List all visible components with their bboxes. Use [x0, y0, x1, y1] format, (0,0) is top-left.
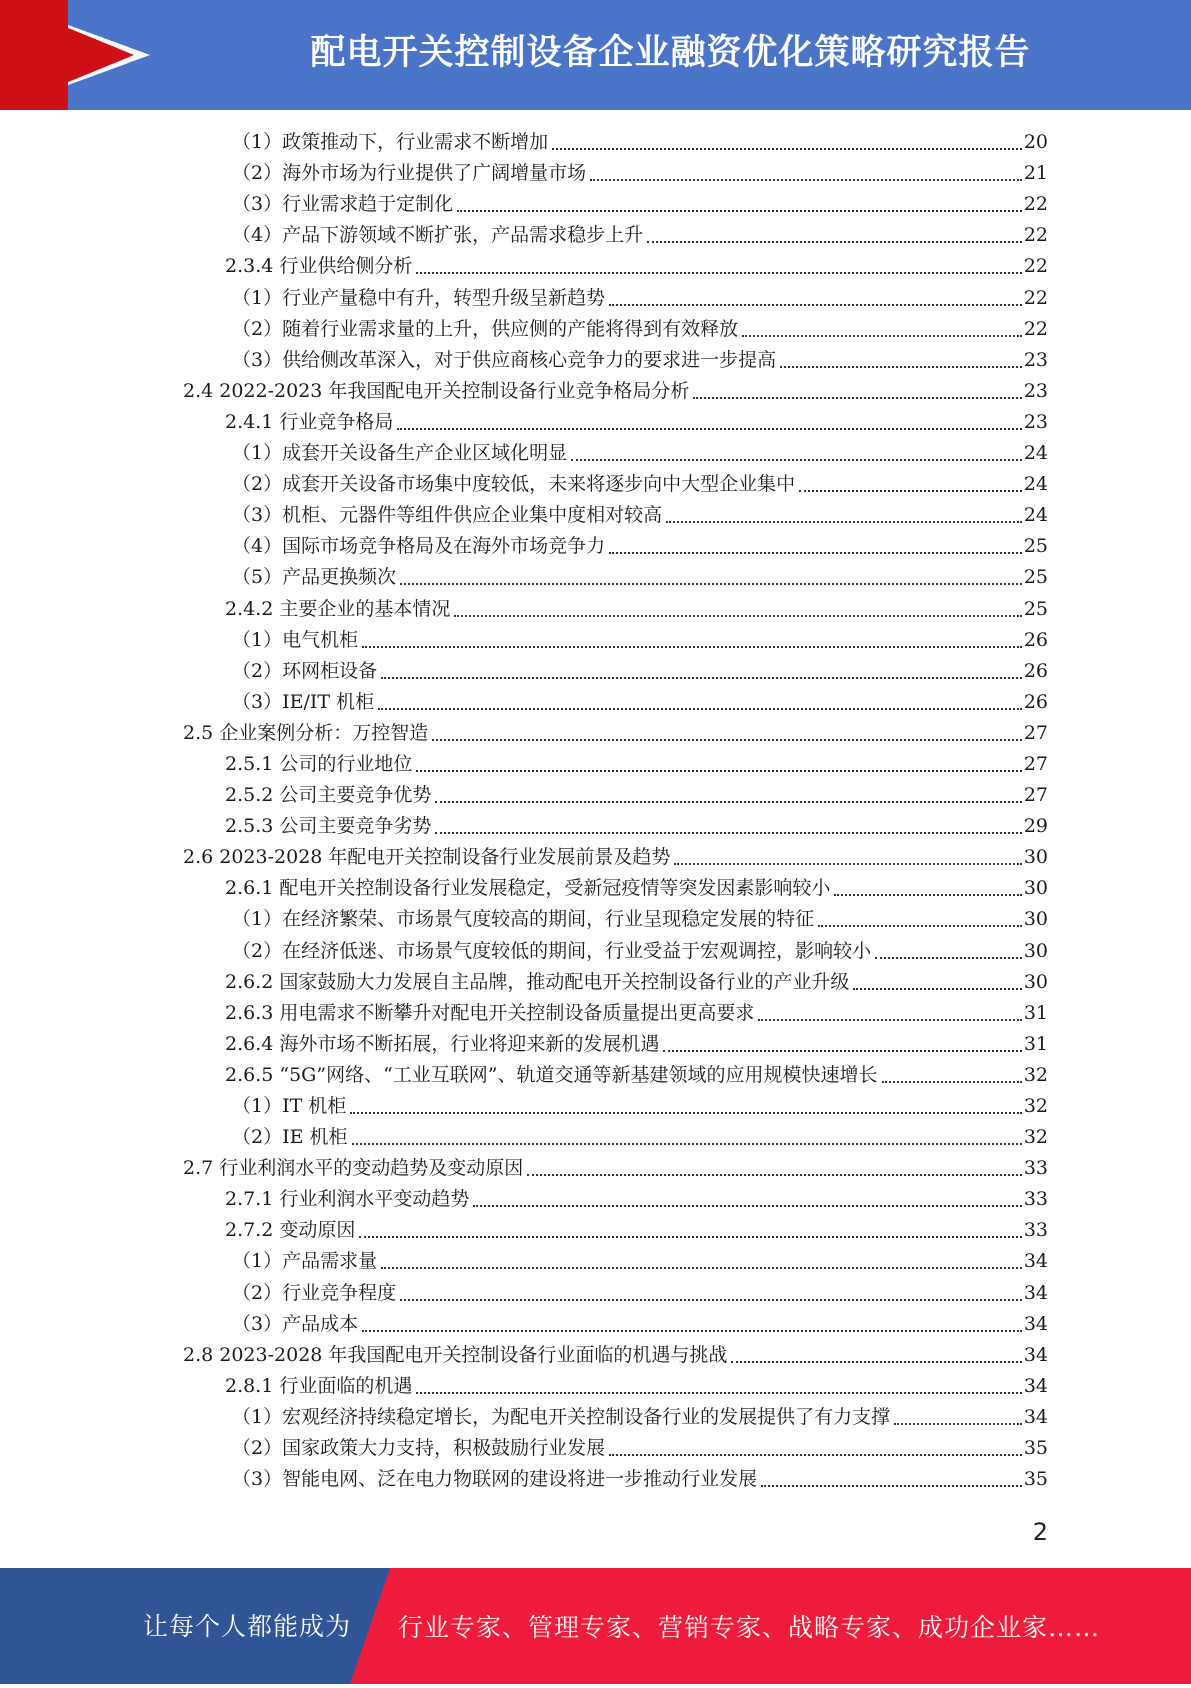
toc-entry-title: 2.8.1 行业面临的机遇 [225, 1374, 413, 1397]
toc-entry-title: （2）在经济低迷、市场景气度较低的期间，行业受益于宏观调控，影响较小 [232, 939, 872, 962]
toc-entry[interactable] [183, 1402, 1048, 1433]
toc-entry[interactable] [183, 593, 1048, 624]
toc-entry-page: 34 [1023, 1405, 1048, 1428]
toc-entry-page: 26 [1023, 659, 1048, 682]
toc-dot-leader [416, 770, 1021, 772]
toc-entry-page: 34 [1023, 1343, 1048, 1366]
toc-entry-title: 2.6.4 海外市场不断拓展，行业将迎来新的发展机遇 [225, 1032, 660, 1055]
toc-entry-page: 23 [1023, 410, 1048, 433]
toc-dot-leader [457, 210, 1022, 212]
toc-entry[interactable] [183, 469, 1048, 500]
toc-entry[interactable] [183, 376, 1048, 407]
toc-entry-page: 34 [1023, 1250, 1048, 1273]
toc-entry-page: 24 [1023, 442, 1048, 465]
toc-entry[interactable] [183, 842, 1048, 873]
toc-entry-title: 2.5 企业案例分析：万控智造 [183, 721, 429, 744]
toc-dot-leader [381, 677, 1022, 679]
toc-entry-page: 32 [1023, 1063, 1048, 1086]
toc-entry[interactable] [183, 562, 1048, 593]
header-red-block [0, 0, 68, 110]
toc-entry[interactable] [183, 282, 1048, 313]
toc-entry-title: （4）国际市场竞争格局及在海外市场竞争力 [232, 535, 606, 558]
toc-entry-title: （1）产品需求量 [232, 1250, 378, 1273]
report-title: 配电开关控制设备企业融资优化策略研究报告 [310, 33, 1031, 73]
toc-entry[interactable] [183, 811, 1048, 842]
toc-entry[interactable] [183, 1029, 1048, 1060]
toc-dot-leader [761, 1485, 1022, 1487]
toc-entry[interactable] [183, 749, 1048, 780]
toc-entry-page: 33 [1023, 1219, 1048, 1242]
toc-entry-title: （2）随着行业需求量的上升，供应侧的产能将得到有效释放 [232, 317, 739, 340]
toc-entry-title: （4）产品下游领域不断扩张，产品需求稳步上升 [232, 224, 644, 247]
toc-entry-title: 2.5.2 公司主要竞争优势 [225, 784, 432, 807]
toc-dot-leader [359, 1236, 1021, 1238]
toc-dot-leader [416, 272, 1021, 274]
toc-entry[interactable] [183, 1433, 1048, 1464]
toc-entry[interactable] [183, 345, 1048, 376]
toc-entry-page: 25 [1023, 597, 1048, 620]
toc-entry-title: （1）IT 机柜 [232, 1095, 347, 1117]
toc-entry[interactable] [183, 220, 1048, 251]
toc-entry-title: （1）电气机柜 [232, 628, 359, 651]
toc-dot-leader [647, 241, 1022, 243]
toc-entry-page: 22 [1023, 255, 1048, 278]
toc-entry-page: 34 [1023, 1374, 1048, 1397]
toc-dot-leader [609, 304, 1022, 306]
toc-entry-title: （2）成套开关设备市场集中度较低，未来将逐步向中大型企业集中 [232, 473, 796, 496]
toc-entry-page: 27 [1023, 784, 1048, 807]
toc-entry[interactable] [183, 1060, 1048, 1091]
toc-entry-title: （2）行业竞争程度 [232, 1281, 397, 1304]
toc-entry[interactable] [183, 1122, 1048, 1153]
toc-entry-title: （1）宏观经济持续稳定增长，为配电开关控制设备行业的发展提供了有力支撑 [232, 1405, 891, 1428]
toc-entry-title: （5）产品更换频次 [232, 566, 397, 589]
toc-entry-page: 25 [1023, 566, 1048, 589]
toc-entry[interactable] [183, 1091, 1048, 1122]
toc-entry[interactable] [183, 904, 1048, 935]
toc-entry-title: （1）行业产量稳中有升，转型升级呈新趋势 [232, 286, 606, 309]
toc-entry[interactable] [183, 1309, 1048, 1340]
table-of-contents [183, 127, 1048, 1495]
footer-slogan-left: 让每个人都能成为 [143, 1612, 352, 1641]
toc-dot-leader [780, 366, 1022, 368]
toc-entry-title: 2.6.5 “5G”网络、“工业互联网”、轨道交通等新基建领域的应用规模快速增长 [225, 1063, 878, 1086]
toc-entry-page: 34 [1023, 1281, 1048, 1304]
toc-entry-page: 32 [1023, 1126, 1048, 1149]
toc-dot-leader [416, 1392, 1021, 1394]
toc-entry-page: 22 [1023, 286, 1048, 309]
toc-dot-leader [454, 615, 1021, 617]
toc-entry-title: （3）IE/IT 机柜 [232, 690, 375, 713]
toc-entry-title: （3）产品成本 [232, 1312, 359, 1335]
toc-entry[interactable] [183, 1215, 1048, 1246]
toc-entry-page: 23 [1023, 379, 1048, 402]
toc-entry-page: 30 [1023, 846, 1048, 869]
toc-dot-leader [527, 1174, 1022, 1176]
toc-entry[interactable] [183, 625, 1048, 656]
toc-entry-page: 31 [1023, 1032, 1048, 1055]
toc-entry-title: 2.6.2 国家鼓励大力发展自主品牌，推动配电开关控制设备行业的产业升级 [225, 970, 850, 993]
toc-entry[interactable] [183, 127, 1048, 158]
toc-entry-title: （1）政策推动下，行业需求不断增加 [232, 131, 549, 154]
toc-entry[interactable] [183, 1464, 1048, 1495]
toc-entry[interactable] [183, 1246, 1048, 1277]
toc-dot-leader [435, 801, 1021, 803]
toc-entry-page: 29 [1023, 815, 1048, 838]
toc-dot-leader [882, 1081, 1022, 1083]
toc-entry-title: 2.5.3 公司主要竞争劣势 [225, 815, 432, 838]
toc-entry-title: 2.5.1 公司的行业地位 [225, 752, 413, 775]
toc-entry[interactable] [183, 1277, 1048, 1308]
toc-dot-leader [352, 1143, 1022, 1145]
toc-entry-title: （1）在经济繁荣、市场景气度较高的期间，行业呈现稳定发展的特征 [232, 908, 815, 931]
toc-entry-title: （3）供给侧改革深入，对于供应商核心竞争力的要求进一步提高 [232, 348, 777, 371]
toc-dot-leader [609, 552, 1022, 554]
toc-entry[interactable] [183, 780, 1048, 811]
toc-entry[interactable] [183, 687, 1048, 718]
toc-dot-leader [875, 957, 1022, 959]
toc-entry-title: （2）国家政策大力支持，积极鼓励行业发展 [232, 1437, 606, 1460]
toc-entry[interactable] [183, 935, 1048, 966]
toc-dot-leader [742, 335, 1022, 337]
toc-entry-title: 2.4.2 主要企业的基本情况 [225, 597, 451, 620]
toc-entry-title: （1）成套开关设备生产企业区域化明显 [232, 442, 568, 465]
toc-entry-page: 20 [1023, 131, 1048, 154]
toc-entry[interactable] [183, 158, 1048, 189]
toc-entry[interactable] [183, 1153, 1048, 1184]
toc-entry[interactable] [183, 1371, 1048, 1402]
toc-entry[interactable] [183, 407, 1048, 438]
toc-entry-title: 2.6.1 配电开关控制设备行业发展稳定，受新冠疫情等突发因素影响较小 [225, 877, 831, 900]
toc-dot-leader [693, 397, 1021, 399]
toc-entry-page: 22 [1023, 317, 1048, 340]
toc-entry-title: 2.3.4 行业供给侧分析 [225, 255, 413, 278]
toc-entry-page: 24 [1023, 504, 1048, 527]
toc-entry[interactable] [183, 873, 1048, 904]
toc-entry-page: 24 [1023, 473, 1048, 496]
toc-entry[interactable] [183, 189, 1048, 220]
toc-entry-title: 2.6 2023-2028 年配电开关控制设备行业发展前景及趋势 [183, 846, 671, 869]
toc-entry-page: 27 [1023, 721, 1048, 744]
toc-dot-leader [381, 1267, 1022, 1269]
toc-entry-page: 22 [1023, 224, 1048, 247]
toc-entry-title: 2.4 2022-2023 年我国配电开关控制设备行业竞争格局分析 [183, 379, 690, 402]
toc-dot-leader [894, 1423, 1022, 1425]
toc-entry[interactable] [183, 718, 1048, 749]
toc-entry-page: 21 [1023, 162, 1048, 185]
toc-dot-leader [818, 925, 1022, 927]
toc-entry[interactable] [183, 500, 1048, 531]
toc-entry-title: 2.6.3 用电需求不断攀升对配电开关控制设备质量提出更高要求 [225, 1001, 755, 1024]
toc-dot-leader [435, 832, 1021, 834]
toc-dot-leader [674, 863, 1021, 865]
toc-dot-leader [378, 708, 1022, 710]
toc-dot-leader [397, 428, 1021, 430]
toc-entry[interactable] [183, 1340, 1048, 1371]
toc-entry-page: 33 [1023, 1157, 1048, 1180]
toc-entry-title: 2.7.1 行业利润水平变动趋势 [225, 1188, 470, 1211]
toc-dot-leader [432, 739, 1022, 741]
toc-entry-page: 32 [1023, 1095, 1048, 1117]
toc-entry-page: 35 [1023, 1437, 1048, 1460]
toc-entry-title: （3）行业需求趋于定制化 [232, 193, 454, 216]
toc-dot-leader [400, 1299, 1022, 1301]
toc-dot-leader [473, 1205, 1021, 1207]
toc-dot-leader [362, 1330, 1022, 1332]
toc-entry-page: 25 [1023, 535, 1048, 558]
page-footer [0, 1568, 1191, 1684]
toc-entry-title: （2）海外市场为行业提供了广阔增量市场 [232, 162, 587, 185]
toc-entry-page: 30 [1023, 877, 1048, 900]
toc-entry-title: 2.7.2 变动原因 [225, 1219, 356, 1242]
toc-entry[interactable] [183, 531, 1048, 562]
toc-entry-title: （2）IE 机柜 [232, 1126, 348, 1149]
toc-dot-leader [400, 583, 1022, 585]
toc-dot-leader [853, 988, 1021, 990]
toc-dot-leader [609, 1454, 1022, 1456]
toc-entry-page: 34 [1023, 1312, 1048, 1335]
toc-entry-page: 27 [1023, 752, 1048, 775]
toc-dot-leader [552, 148, 1022, 150]
toc-entry-title: 2.7 行业利润水平的变动趋势及变动原因 [183, 1157, 524, 1180]
toc-dot-leader [362, 646, 1022, 648]
toc-entry-page: 35 [1023, 1468, 1048, 1491]
page-header [0, 0, 1191, 110]
toc-entry-title: 2.4.1 行业竞争格局 [225, 410, 394, 433]
toc-dot-leader [350, 1112, 1022, 1114]
toc-entry[interactable] [183, 438, 1048, 469]
toc-entry-page: 30 [1023, 939, 1048, 962]
toc-entry-page: 31 [1023, 1001, 1048, 1024]
toc-entry-page: 26 [1023, 690, 1048, 713]
toc-dot-leader [758, 1019, 1021, 1021]
page-number: 2 [1032, 1518, 1048, 1546]
toc-entry-title: （2）环网柜设备 [232, 659, 378, 682]
toc-dot-leader [834, 894, 1021, 896]
toc-dot-leader [571, 459, 1022, 461]
toc-entry-page: 26 [1023, 628, 1048, 651]
toc-dot-leader [799, 490, 1022, 492]
toc-entry[interactable] [183, 967, 1048, 998]
toc-dot-leader [590, 179, 1022, 181]
toc-entry[interactable] [183, 1184, 1048, 1215]
toc-entry-page: 30 [1023, 908, 1048, 931]
toc-entry-page: 22 [1023, 193, 1048, 216]
toc-entry[interactable] [183, 251, 1048, 282]
toc-entry-title: 2.8 2023-2028 年我国配电开关控制设备行业面临的机遇与挑战 [183, 1343, 728, 1366]
toc-dot-leader [663, 1050, 1021, 1052]
toc-entry-title: （3）智能电网、泛在电力物联网的建设将进一步推动行业发展 [232, 1468, 758, 1491]
toc-dot-leader [731, 1361, 1021, 1363]
toc-entry[interactable] [183, 998, 1048, 1029]
toc-entry[interactable] [183, 314, 1048, 345]
toc-entry-page: 23 [1023, 348, 1048, 371]
toc-entry[interactable] [183, 656, 1048, 687]
toc-dot-leader [666, 521, 1022, 523]
toc-entry-page: 30 [1023, 970, 1048, 993]
toc-entry-title: （3）机柜、元器件等组件供应企业集中度相对较高 [232, 504, 663, 527]
toc-entry-page: 33 [1023, 1188, 1048, 1211]
footer-slogan-right: 行业专家、管理专家、营销专家、战略专家、成功企业家…… [398, 1613, 1101, 1642]
